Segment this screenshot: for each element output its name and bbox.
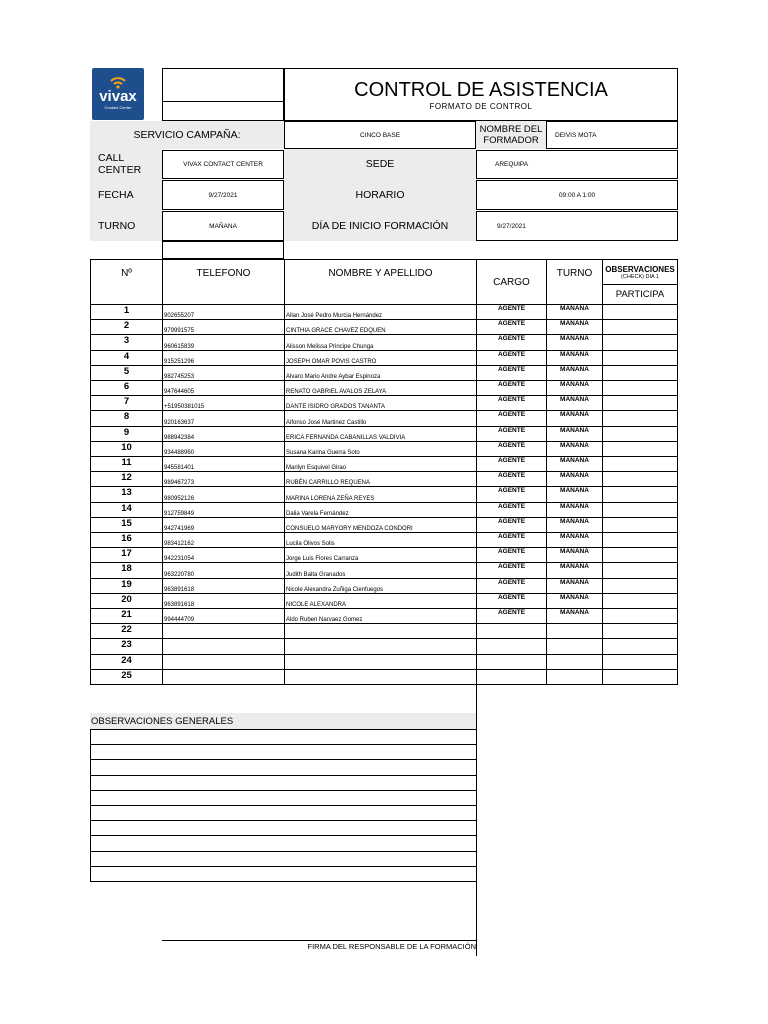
table-cell-participa [602,365,678,381]
table-cell-n: 1 [90,304,163,320]
observacion-line[interactable] [90,820,477,836]
table-cell-name [284,638,477,654]
table-cell-tel: 982745253 [162,365,285,381]
logo-brand: vivax [99,88,137,105]
table-cell-participa [602,426,678,442]
table-cell-turno: MAÑANA [546,532,603,548]
table-cell-tel: 947644605 [162,380,285,396]
table-cell-turno: MAÑANA [546,365,603,381]
table-cell-name: Alvaro Mario Andre Aybar Espinoza [284,365,477,381]
table-cell-name: Dalia Varela Fernández [284,502,477,518]
table-cell-turno: MAÑANA [546,441,603,457]
table-cell-name: Susana Karina Guerra Soto [284,441,477,457]
col-header-telefono: TELEFONO [162,259,285,305]
table-cell-tel: 979991575 [162,319,285,335]
turno-value: MAÑANA [162,211,284,241]
table-cell-cargo [476,638,547,654]
table-cell-turno: MAÑANA [546,547,603,563]
logo-box-top [162,68,284,102]
logo-tagline: Contact Center [104,105,132,110]
observacion-line[interactable] [90,866,477,882]
table-cell-n: 2 [90,319,163,335]
table-cell-cargo: AGENTE [476,426,547,442]
table-cell-n: 17 [90,547,163,563]
table-cell-name: Alfonso José Martinez Castillo [284,410,477,426]
table-cell-participa [602,334,678,350]
observacion-line[interactable] [90,775,477,791]
page-subtitle: FORMATO DE CONTROL [429,102,533,111]
table-cell-name [284,654,477,670]
table-cell-turno: MAÑANA [546,517,603,533]
table-cell-n: 12 [90,471,163,487]
table-cell-participa [602,441,678,457]
page-title: CONTROL DE ASISTENCIA [354,79,608,101]
sede-value: AREQUIPA [476,150,678,179]
table-cell-tel: 902655207 [162,304,285,320]
table-cell-n: 4 [90,350,163,366]
table-cell-participa [602,380,678,396]
table-cell-n: 7 [90,395,163,411]
observacion-line[interactable] [90,805,477,821]
title-box [284,68,678,121]
table-cell-turno: MAÑANA [546,319,603,335]
table-cell-tel: 945581401 [162,456,285,472]
table-cell-tel: 915251296 [162,350,285,366]
table-cell-n: 21 [90,608,163,624]
table-cell-n: 22 [90,623,163,639]
table-cell-tel: 920163637 [162,410,285,426]
table-cell-tel [162,669,285,685]
table-cell-participa [602,304,678,320]
table-cell-turno: MAÑANA [546,486,603,502]
table-cell-participa [602,669,678,685]
table-cell-participa [602,638,678,654]
table-cell-n: 15 [90,517,163,533]
table-cell-cargo: AGENTE [476,319,547,335]
table-cell-participa [602,532,678,548]
table-cell-cargo: AGENTE [476,547,547,563]
table-cell-tel: 934488960 [162,441,285,457]
observacion-line[interactable] [90,729,477,745]
table-cell-participa [602,562,678,578]
table-cell-participa [602,547,678,563]
table-cell-cargo: AGENTE [476,578,547,594]
table-cell-tel: 963891618 [162,593,285,609]
col-header-observaciones [602,259,678,285]
table-cell-cargo: AGENTE [476,350,547,366]
fecha-value: 9/27/2021 [162,180,284,210]
table-cell-participa [602,502,678,518]
table-cell-n: 18 [90,562,163,578]
page-divider-line [476,683,477,956]
horario-label: HORARIO [284,179,476,210]
fecha-label: FECHA [90,179,162,210]
table-cell-name: RENATO GABRIEL AVALOS ZELAYA [284,380,477,396]
table-cell-participa [602,608,678,624]
table-cell-turno: MAÑANA [546,578,603,594]
signature-label: FIRMA DEL RESPONSABLE DE LA FORMACIÓN [307,942,476,951]
observacion-line[interactable] [90,790,477,806]
servicio-value: CINCO BASE [284,121,476,149]
table-cell-name: DANTE ISIDRO GRADOS TANANTA [284,395,477,411]
table-cell-tel: 980952126 [162,486,285,502]
table-cell-turno: MAÑANA [546,410,603,426]
table-cell-tel: 942741969 [162,517,285,533]
table-cell-participa [602,593,678,609]
table-cell-turno: MAÑANA [546,304,603,320]
table-cell-n: 8 [90,410,163,426]
table-cell-tel: 942231054 [162,547,285,563]
table-cell-tel [162,623,285,639]
table-cell-turno: MAÑANA [546,502,603,518]
table-cell-name [284,669,477,685]
observaciones-generales-label: OBSERVACIONES GENERALES [90,713,476,729]
table-cell-turno: MAÑANA [546,562,603,578]
observacion-line[interactable] [90,744,477,760]
company-logo [92,68,144,120]
table-cell-cargo: AGENTE [476,365,547,381]
table-cell-n: 10 [90,441,163,457]
table-cell-participa [602,456,678,472]
servicio-label: SERVICIO CAMPAÑA: [90,121,284,149]
observacion-line[interactable] [90,851,477,867]
table-cell-tel: 983412162 [162,532,285,548]
col-header-turno: TURNO [546,259,603,305]
inicio-label: DÍA DE INICIO FORMACIÓN [284,210,476,241]
observacion-line[interactable] [90,759,477,775]
table-cell-name: JOSEPH OMAR POVIS CASTRO [284,350,477,366]
table-cell-cargo: AGENTE [476,410,547,426]
table-cell-turno: MAÑANA [546,334,603,350]
table-cell-name: ERICA FERNANDA CABANILLAS VALDIVIA [284,426,477,442]
inicio-value: 9/27/2021 [476,211,678,241]
table-cell-tel [162,638,285,654]
table-cell-cargo: AGENTE [476,517,547,533]
table-cell-cargo: AGENTE [476,486,547,502]
table-cell-n: 25 [90,669,163,685]
table-cell-name: RUBÉN CARRILLO REQUENA [284,471,477,487]
table-cell-turno [546,654,603,670]
table-cell-name [284,623,477,639]
table-cell-cargo [476,623,547,639]
table-cell-tel: 912759849 [162,502,285,518]
table-cell-cargo: AGENTE [476,608,547,624]
table-cell-cargo: AGENTE [476,334,547,350]
table-cell-cargo: AGENTE [476,441,547,457]
table-cell-n: 13 [90,486,163,502]
table-cell-participa [602,578,678,594]
table-cell-turno: MAÑANA [546,395,603,411]
table-cell-tel: 963891618 [162,578,285,594]
table-cell-tel: 960615839 [162,334,285,350]
table-cell-turno [546,623,603,639]
col-header-participa: PARTICIPA [602,284,678,305]
table-cell-name: CONSUELO MARYORY MENDOZA CONDORI [284,517,477,533]
table-cell-tel: 994444709 [162,608,285,624]
col-header-n: Nº [90,259,163,305]
table-cell-n: 16 [90,532,163,548]
table-cell-tel: +51950381015 [162,395,285,411]
table-cell-name: Judith Balta Granados [284,562,477,578]
table-cell-turno [546,638,603,654]
col-header-cargo: CARGO [476,259,547,305]
table-cell-cargo: AGENTE [476,532,547,548]
table-cell-turno: MAÑANA [546,608,603,624]
table-cell-participa [602,471,678,487]
table-cell-cargo: AGENTE [476,380,547,396]
sede-label: SEDE [284,149,476,179]
turno-label: TURNO [90,210,162,241]
table-cell-n: 9 [90,426,163,442]
table-cell-name: Jorge Luis Flores Carranza [284,547,477,563]
table-cell-participa [602,350,678,366]
table-cell-cargo: AGENTE [476,456,547,472]
table-cell-n: 20 [90,593,163,609]
table-cell-cargo: AGENTE [476,562,547,578]
table-cell-cargo: AGENTE [476,471,547,487]
table-cell-participa [602,486,678,502]
table-cell-n: 24 [90,654,163,670]
table-cell-name: Allan José Pedro Murcia Hernández [284,304,477,320]
observaciones-title: OBSERVACIONES [605,265,675,274]
table-cell-name: Nicole Alexandra Zuñiga Cienfuegos [284,578,477,594]
table-cell-participa [602,410,678,426]
table-cell-participa [602,654,678,670]
table-cell-participa [602,319,678,335]
table-cell-n: 23 [90,638,163,654]
table-cell-cargo: AGENTE [476,395,547,411]
table-cell-turno: MAÑANA [546,350,603,366]
table-cell-n: 11 [90,456,163,472]
table-cell-name: MARINA LORENA ZEÑA REYES [284,486,477,502]
table-cell-participa [602,395,678,411]
table-cell-tel: 988942384 [162,426,285,442]
table-cell-turno: MAÑANA [546,426,603,442]
table-cell-tel [162,654,285,670]
table-cell-n: 5 [90,365,163,381]
table-cell-turno: MAÑANA [546,456,603,472]
table-cell-cargo: AGENTE [476,593,547,609]
table-cell-n: 19 [90,578,163,594]
table-cell-turno [546,669,603,685]
table-cell-name: Alisson Melissa Principe Chunga [284,334,477,350]
table-cell-name: Aldo Ruben Narvaez Gomez [284,608,477,624]
table-cell-n: 14 [90,502,163,518]
table-cell-turno: MAÑANA [546,593,603,609]
spacer-box [162,241,284,259]
table-cell-cargo: AGENTE [476,502,547,518]
table-cell-participa [602,623,678,639]
table-cell-name: Marilyn Esquivel Girao [284,456,477,472]
logo-box-bottom [162,101,284,121]
table-cell-n: 3 [90,334,163,350]
table-cell-name: CINTHIA GRACE CHAVEZ EDQUEN [284,319,477,335]
observacion-line[interactable] [90,835,477,851]
table-cell-cargo [476,654,547,670]
table-cell-n: 6 [90,380,163,396]
table-cell-turno: MAÑANA [546,471,603,487]
table-cell-cargo [476,669,547,685]
table-cell-turno: MAÑANA [546,380,603,396]
callcenter-label: CALL CENTER [90,149,162,179]
table-cell-tel: 989467273 [162,471,285,487]
table-cell-participa [602,517,678,533]
formador-label: NOMBRE DEL FORMADOR [476,121,546,149]
signature-line [162,940,476,941]
formador-value: DEIVIS MOTA [546,121,678,149]
table-cell-tel: 963220780 [162,562,285,578]
table-cell-name: NICOLE ALEXANDRA [284,593,477,609]
table-cell-name: Lucila Olivos Solis [284,532,477,548]
callcenter-value: VIVAX CONTACT CENTER [162,150,284,179]
observaciones-sub: (CHECK) DIA 1 [621,274,659,280]
col-header-nombre: NOMBRE Y APELLIDO [284,259,477,305]
table-cell-cargo: AGENTE [476,304,547,320]
horario-value: 09:00 A 1:00 [476,180,678,210]
